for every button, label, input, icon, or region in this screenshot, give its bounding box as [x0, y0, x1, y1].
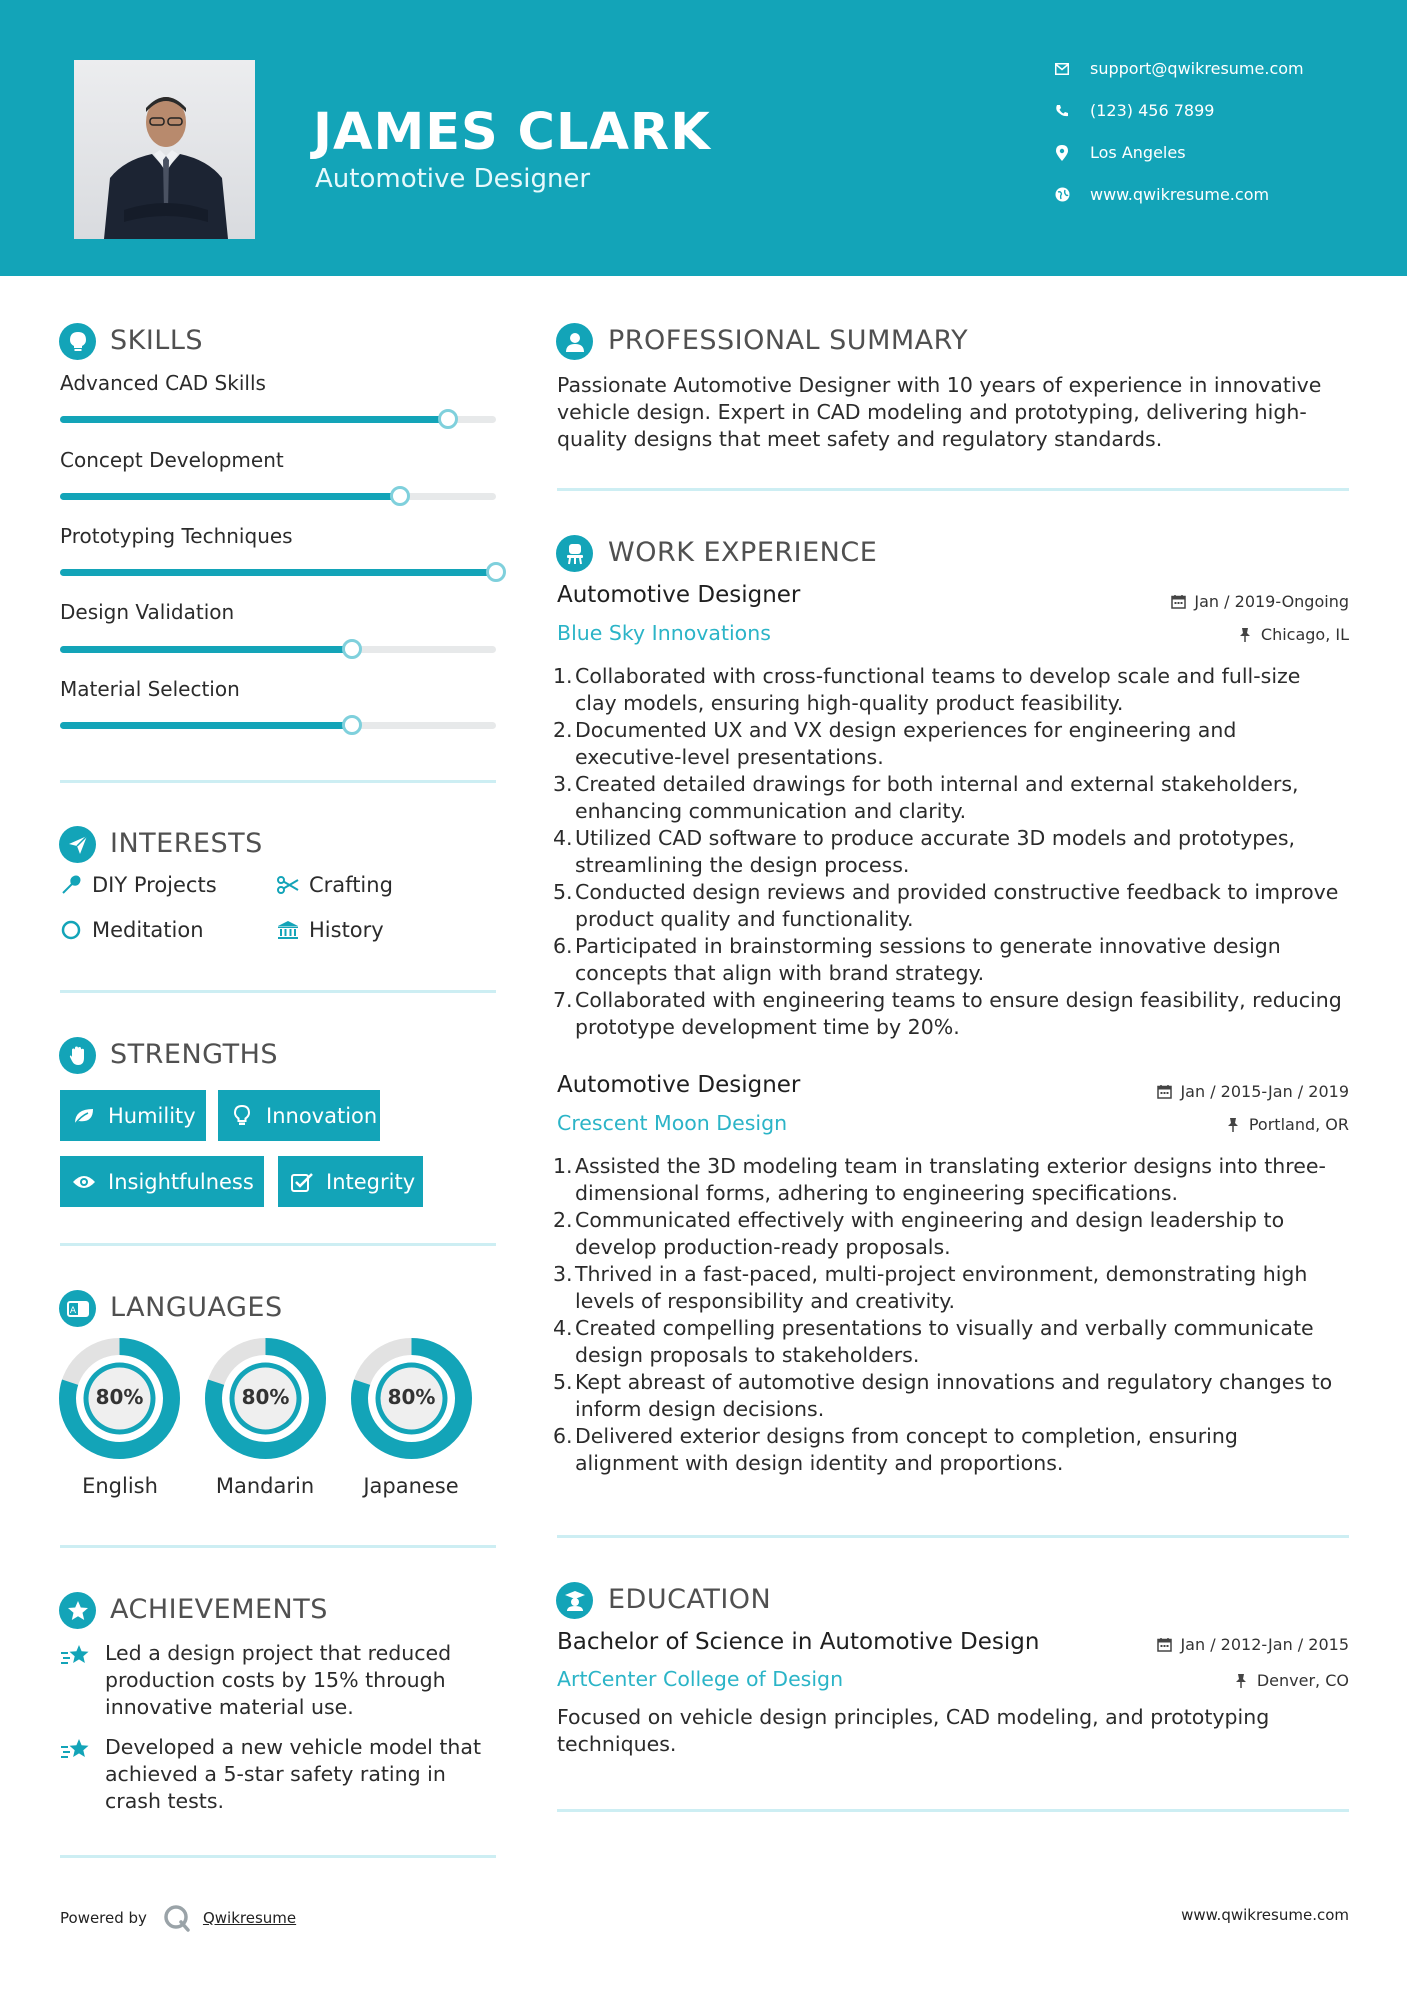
language-label: English: [82, 1474, 158, 1498]
pushpin-icon: [1237, 627, 1253, 643]
interest-label: Crafting: [309, 873, 393, 897]
duty-text: Utilized CAD software to produce accurate 3D models and prototypes, streamlining the design process.: [575, 826, 1296, 877]
job-title: Automotive Designer: [557, 582, 801, 608]
skill-label: Concept Development: [60, 448, 284, 472]
summary-heading: PROFESSIONAL SUMMARY: [608, 325, 969, 356]
duty-text: Delivered exterior designs from concept to completion, ensuring alignment with design identity and proportions.: [575, 1424, 1238, 1475]
phone-icon: [1054, 103, 1070, 119]
powered-by: [60, 1904, 296, 1932]
education-description: Focused on vehicle design principles, CAD modeling, and prototyping techniques.: [557, 1705, 1270, 1756]
contact-phone[interactable]: [1054, 101, 1214, 120]
education-heading: EDUCATION: [608, 1584, 772, 1615]
strength-tag: [60, 1090, 206, 1141]
contact-location: [1054, 143, 1186, 162]
qwikresume-brand-link[interactable]: Qwikresume: [202, 1909, 297, 1927]
language-ring: [205, 1338, 326, 1459]
interest-item: [277, 873, 393, 897]
duty-text: Created compelling presentations to visually and verbally communicate design proposals to stakeholders.: [575, 1316, 1314, 1367]
candidate-name: JAMES CLARK: [313, 103, 711, 162]
achievement-text: Developed a new vehicle model that achieved a 5-star safety rating in crash tests.: [105, 1735, 482, 1813]
duty-item: 1. Collaborated with cross-functional teams to develop scale and full-size clay models, ensuring high-quality product feasibility.: [553, 664, 1301, 715]
duty-item: 4. Utilized CAD software to produce accurate 3D models and prototypes, streamlining the design process.: [553, 826, 1296, 877]
strength-label: Integrity: [326, 1169, 416, 1194]
lightbulb-icon: [230, 1104, 254, 1128]
achievements-heading: ACHIEVEMENTS: [110, 1594, 328, 1625]
school-name: ArtCenter College of Design: [557, 1667, 844, 1691]
strength-label: Innovation: [266, 1103, 378, 1128]
duty-text: Documented UX and VX design experiences for engineering and executive-level presentations.: [575, 718, 1237, 769]
qwikresume-logo-icon: [163, 1904, 191, 1932]
paper-plane-icon: [59, 826, 96, 863]
section-divider: [557, 488, 1349, 491]
interest-label: History: [309, 918, 384, 942]
duty-text: Participated in brainstorming sessions to generate innovative design concepts that align with brand strategy.: [575, 934, 1281, 985]
contact-location-text: Los Angeles: [1090, 143, 1186, 162]
job-dates: [1170, 592, 1349, 611]
interest-item: [277, 918, 384, 942]
education-dates: [1156, 1635, 1349, 1654]
skill-label: Material Selection: [60, 677, 240, 701]
duty-item: 5. Conducted design reviews and provided constructive feedback to improve product quality and functionality.: [553, 880, 1339, 931]
shooting-star-icon: [60, 1643, 92, 1671]
skill-bar-fill: [60, 416, 448, 423]
footer-website[interactable]: www.qwikresume.com: [1181, 1906, 1349, 1924]
duty-text: Kept abreast of automotive design innovations and regulatory changes to inform design decisions.: [575, 1370, 1333, 1421]
interest-item: [60, 918, 204, 942]
duty-item: 2. Communicated effectively with engineering and design leadership to develop production-ready proposals.: [553, 1208, 1285, 1259]
language-label: Japanese: [363, 1474, 459, 1498]
contact-email-text: support@qwikresume.com: [1090, 59, 1304, 78]
section-divider: [557, 1809, 1349, 1812]
lightbulb-icon: [59, 323, 96, 360]
language-percent: 80%: [387, 1385, 436, 1409]
svg-text:A: A: [69, 1305, 76, 1316]
star-badge-icon: [59, 1592, 96, 1629]
duty-item: 1. Assisted the 3D modeling team in translating exterior designs into three-dimensional forms, adhering to engineering specifications.: [553, 1154, 1326, 1205]
job-dates-text: Jan / 2015-Jan / 2019: [1180, 1082, 1349, 1101]
strength-tag: [60, 1156, 264, 1207]
strength-label: Insightfulness: [108, 1169, 254, 1194]
duty-item: 2. Documented UX and VX design experiences for engineering and executive-level presentations.: [553, 718, 1237, 769]
duty-text: Created detailed drawings for both internal and external stakeholders, enhancing communication and clarity.: [575, 772, 1299, 823]
strength-tag: [218, 1090, 380, 1141]
section-divider: [557, 1535, 1349, 1538]
education-location: [1233, 1671, 1349, 1690]
language-icon: [59, 1290, 96, 1327]
shooting-star-icon: [60, 1737, 92, 1765]
skill-bar-knob: [486, 562, 506, 582]
job-dates: [1156, 1082, 1349, 1101]
interest-label: DIY Projects: [92, 873, 217, 897]
interest-label: Meditation: [92, 918, 204, 942]
strength-tag: [278, 1156, 423, 1207]
company-name: Crescent Moon Design: [557, 1111, 788, 1135]
duty-text: Assisted the 3D modeling team in translating exterior designs into three-dimensional forms, adhering to engineering specifications.: [575, 1154, 1326, 1205]
job-location: [1237, 625, 1349, 644]
interests-heading: INTERESTS: [110, 828, 263, 859]
duty-item: 3. Created detailed drawings for both internal and external stakeholders, enhancing communication and clarity.: [553, 772, 1299, 823]
section-divider: [60, 1545, 496, 1548]
language-percent: 80%: [95, 1385, 144, 1409]
contact-website-text: www.qwikresume.com: [1090, 185, 1270, 204]
job-dates-text: Jan / 2019-Ongoing: [1194, 592, 1349, 611]
duty-item: 5. Kept abreast of automotive design innovations and regulatory changes to inform design decisions.: [553, 1370, 1333, 1421]
calendar-icon: [1156, 1637, 1172, 1653]
skill-bar-fill: [60, 646, 352, 653]
skill-bar-knob: [390, 486, 410, 506]
resume-header: [0, 0, 1407, 276]
section-divider: [60, 1243, 496, 1246]
calendar-icon: [1156, 1084, 1172, 1100]
skill-label: Prototyping Techniques: [60, 524, 293, 548]
strength-label: Humility: [108, 1103, 196, 1128]
education-location-text: Denver, CO: [1256, 1671, 1349, 1690]
summary-text: Passionate Automotive Designer with 10 years of experience in innovative vehicle design. Expert in CAD modeling and prototyping, delivering high-quality designs that meet safety and regulatory standards.: [557, 373, 1322, 451]
profile-photo: [74, 60, 255, 239]
duty-text: Thrived in a fast-paced, multi-project environment, demonstrating high levels of responsibility and creativity.: [575, 1262, 1308, 1313]
duty-item: 6. Delivered exterior designs from concept to completion, ensuring alignment with design identity and proportions.: [553, 1424, 1238, 1475]
duty-text: Collaborated with engineering teams to ensure design feasibility, reducing prototype development time by 20%.: [575, 988, 1342, 1039]
map-marker-icon: [1054, 145, 1070, 161]
contact-website[interactable]: [1054, 185, 1269, 204]
skill-bar-fill: [60, 722, 352, 729]
eye-icon: [72, 1170, 96, 1194]
skill-label: Advanced CAD Skills: [60, 371, 266, 395]
duty-item: 6. Participated in brainstorming sessions to generate innovative design concepts that align with brand strategy.: [553, 934, 1281, 985]
institution-icon: [277, 919, 299, 941]
skill-bar-fill: [60, 569, 496, 576]
user-icon: [556, 323, 593, 360]
language-ring: [59, 1338, 180, 1459]
job-duties: [553, 663, 1347, 1041]
skill-bar-knob: [342, 715, 362, 735]
candidate-role: Automotive Designer: [315, 164, 591, 194]
skill-bar: [60, 722, 496, 729]
hand-icon: [59, 1037, 96, 1074]
duty-item: 7. Collaborated with engineering teams to ensure design feasibility, reducing prototype development time by 20%.: [553, 988, 1342, 1039]
achievement-text: Led a design project that reduced production costs by 15% through innovative material use.: [105, 1641, 452, 1719]
language-label: Mandarin: [215, 1474, 315, 1498]
envelope-icon: [1054, 61, 1070, 77]
contact-email[interactable]: [1054, 59, 1304, 78]
strengths-heading: STRENGTHS: [110, 1039, 279, 1070]
skill-bar: [60, 416, 496, 423]
duty-text: Communicated effectively with engineering and design leadership to develop production-ready proposals.: [575, 1208, 1285, 1259]
interest-item: [60, 873, 217, 897]
language-percent: 80%: [241, 1385, 290, 1409]
duty-item: 3. Thrived in a fast-paced, multi-project environment, demonstrating high levels of responsibility and creativity.: [553, 1262, 1308, 1313]
duty-text: Conducted design reviews and provided constructive feedback to improve product quality and functionality.: [575, 880, 1339, 931]
graduate-icon: [556, 1582, 593, 1619]
section-divider: [60, 780, 496, 783]
job-location-text: Chicago, IL: [1260, 625, 1349, 644]
chair-icon: [556, 535, 593, 572]
language-ring: [351, 1338, 472, 1459]
skill-bar: [60, 569, 496, 576]
globe-icon: [1054, 187, 1070, 203]
job-title: Automotive Designer: [557, 1072, 801, 1098]
skill-bar-knob: [438, 409, 458, 429]
degree-title: Bachelor of Science in Automotive Design: [557, 1629, 1040, 1655]
calendar-icon: [1170, 594, 1186, 610]
leaf-icon: [72, 1104, 96, 1128]
duty-item: 4. Created compelling presentations to visually and verbally communicate design proposals to stakeholders.: [553, 1316, 1314, 1367]
skills-heading: SKILLS: [110, 325, 204, 356]
scissors-icon: [277, 874, 299, 896]
skill-bar: [60, 646, 496, 653]
duty-text: Collaborated with cross-functional teams to develop scale and full-size clay models, ensuring high-quality product feasibility.: [575, 664, 1301, 715]
wrench-icon: [60, 874, 82, 896]
section-divider: [60, 990, 496, 993]
check-square-icon: [290, 1170, 314, 1194]
skill-bar-fill: [60, 493, 400, 500]
skill-bar: [60, 493, 496, 500]
experience-heading: WORK EXPERIENCE: [608, 537, 878, 568]
section-divider: [60, 1855, 496, 1858]
pushpin-icon: [1233, 1673, 1249, 1689]
languages-heading: LANGUAGES: [110, 1292, 283, 1323]
skill-bar-knob: [342, 639, 362, 659]
pushpin-icon: [1225, 1117, 1241, 1133]
powered-by-label: Powered by: [60, 1909, 147, 1927]
job-location: [1225, 1115, 1349, 1134]
education-dates-text: Jan / 2012-Jan / 2015: [1180, 1635, 1349, 1654]
contact-phone-text: (123) 456 7899: [1090, 101, 1215, 120]
company-name: Blue Sky Innovations: [557, 621, 771, 645]
circle-icon: [60, 919, 82, 941]
job-location-text: Portland, OR: [1248, 1115, 1349, 1134]
skill-label: Design Validation: [60, 600, 235, 624]
job-duties: [553, 1153, 1347, 1477]
